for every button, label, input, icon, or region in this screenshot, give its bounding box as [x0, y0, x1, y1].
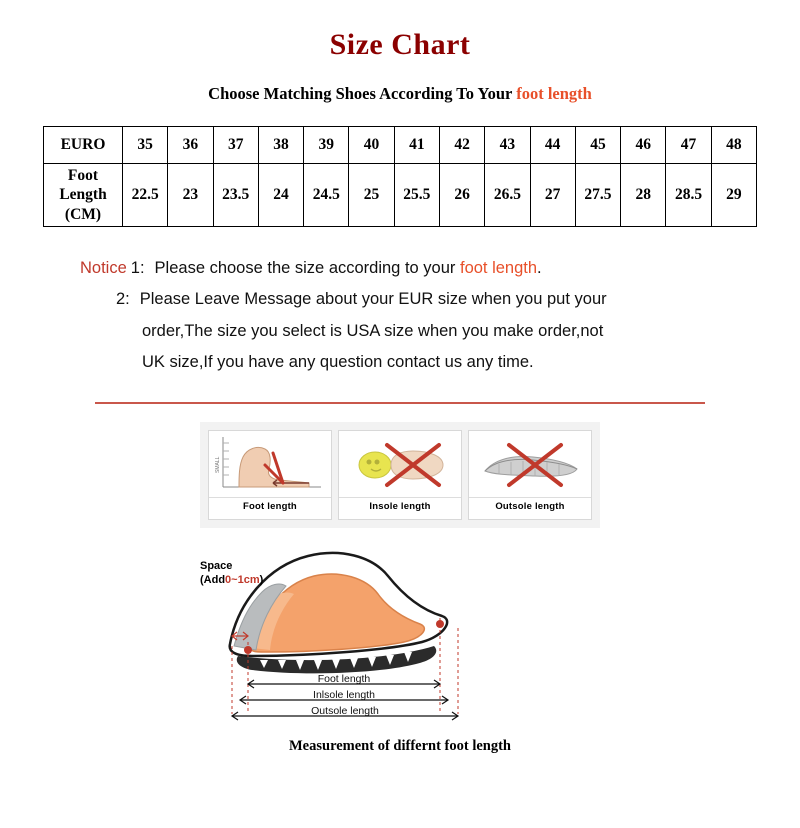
foot-length-cell: 28.5 [666, 164, 711, 227]
panel-caption-foot-length: Foot length [209, 497, 331, 512]
insole-icon [339, 431, 461, 497]
euro-size-cell: 43 [485, 127, 530, 164]
notice-item-2 [80, 284, 742, 315]
notice-item-2-line3: UK size,If you have any question contact us any time. [142, 353, 534, 372]
space-label-pre: (Add [200, 574, 226, 587]
space-label-line1: Space [200, 560, 233, 573]
insole-illustration [339, 431, 461, 497]
notice-item-2-number: 2: [116, 290, 130, 309]
outsole-icon [469, 431, 591, 497]
foot-label-line3: (CM) [64, 205, 102, 223]
foot-length-cell: 29 [711, 164, 756, 227]
figure-caption: Measurement of differnt foot length [288, 738, 512, 755]
panel-foot-length [208, 430, 332, 520]
euro-size-cell: 41 [394, 127, 439, 164]
panel-outsole-length [468, 430, 592, 520]
foot-length-cell: 25 [349, 164, 394, 227]
notice-item-1-number: 1: [130, 259, 145, 277]
size-table [43, 126, 757, 227]
notice-item-1-pre: Please choose the size according to your [154, 259, 460, 277]
foot-length-cell: 26.5 [485, 164, 530, 227]
euro-size-cell: 39 [304, 127, 349, 164]
page-title: Size Chart [329, 28, 471, 61]
euro-size-cell: 46 [621, 127, 666, 164]
foot-length-cell: 28 [621, 164, 666, 227]
foot-length-cell: 24.5 [304, 164, 349, 227]
foot-length-cell: 23.5 [213, 164, 258, 227]
measurement-panels [200, 422, 600, 528]
foot-length-cell: 27.5 [575, 164, 620, 227]
euro-size-cell: 36 [168, 127, 213, 164]
euro-size-cell: 47 [666, 127, 711, 164]
euro-size-cell: 48 [711, 127, 756, 164]
size-chart-page [0, 28, 800, 828]
notice-item-1-text [155, 253, 542, 284]
foot-length-cell: 24 [258, 164, 303, 227]
table-row-euro [44, 127, 757, 164]
label-insole-length: Inlsole length [313, 689, 375, 702]
foot-length-illustration [209, 431, 331, 497]
foot-measurement-figure [190, 532, 610, 755]
notice-item-1 [80, 253, 742, 284]
euro-size-cell: 37 [213, 127, 258, 164]
label-foot-length: Foot length [317, 673, 371, 686]
subtitle-highlight: foot length [516, 84, 592, 103]
notice-block [0, 253, 800, 378]
subtitle [0, 84, 800, 104]
svg-text:SMALL: SMALL [215, 456, 221, 474]
euro-size-cell: 45 [575, 127, 620, 164]
notice-item-2-line1: Please Leave Message about your EUR size when you put your [139, 290, 607, 309]
row-label-foot-length [44, 164, 123, 227]
space-label-line2 [200, 574, 263, 588]
label-outsole-length: Outsole length [311, 705, 379, 718]
foot-label-line1: Foot [67, 166, 99, 184]
panel-insole-length [338, 430, 462, 520]
foot-length-cell: 22.5 [123, 164, 168, 227]
foot-label-line2: Length [59, 186, 107, 204]
euro-size-cell: 35 [123, 127, 168, 164]
euro-size-cell: 44 [530, 127, 575, 164]
subtitle-prefix: Choose Matching Shoes According To Your [208, 84, 517, 103]
outsole-illustration [469, 431, 591, 497]
panel-caption-insole-length: Insole length [339, 497, 461, 512]
foot-length-cell: 26 [439, 164, 484, 227]
notice-word: Notice [80, 259, 127, 277]
foot-length-cell: 27 [530, 164, 575, 227]
section-divider [95, 402, 705, 404]
euro-size-cell: 38 [258, 127, 303, 164]
space-label-post: ) [259, 574, 264, 587]
foot-length-cell: 25.5 [394, 164, 439, 227]
space-label-range: 0~1cm [225, 574, 260, 587]
foot-length-cell: 23 [168, 164, 213, 227]
row-label-euro: EURO [44, 127, 123, 164]
notice-item-2-line2: order,The size you select is USA size when you make order,not [142, 321, 604, 340]
euro-size-cell: 42 [439, 127, 484, 164]
foot-on-ruler-icon [209, 431, 331, 497]
space-label [200, 560, 263, 588]
notice-item-1-highlight: foot length [459, 259, 538, 277]
panel-caption-outsole-length: Outsole length [469, 497, 591, 512]
notice-item-1-post: . [537, 259, 542, 277]
table-row-foot-length [44, 164, 757, 227]
euro-size-cell: 40 [349, 127, 394, 164]
